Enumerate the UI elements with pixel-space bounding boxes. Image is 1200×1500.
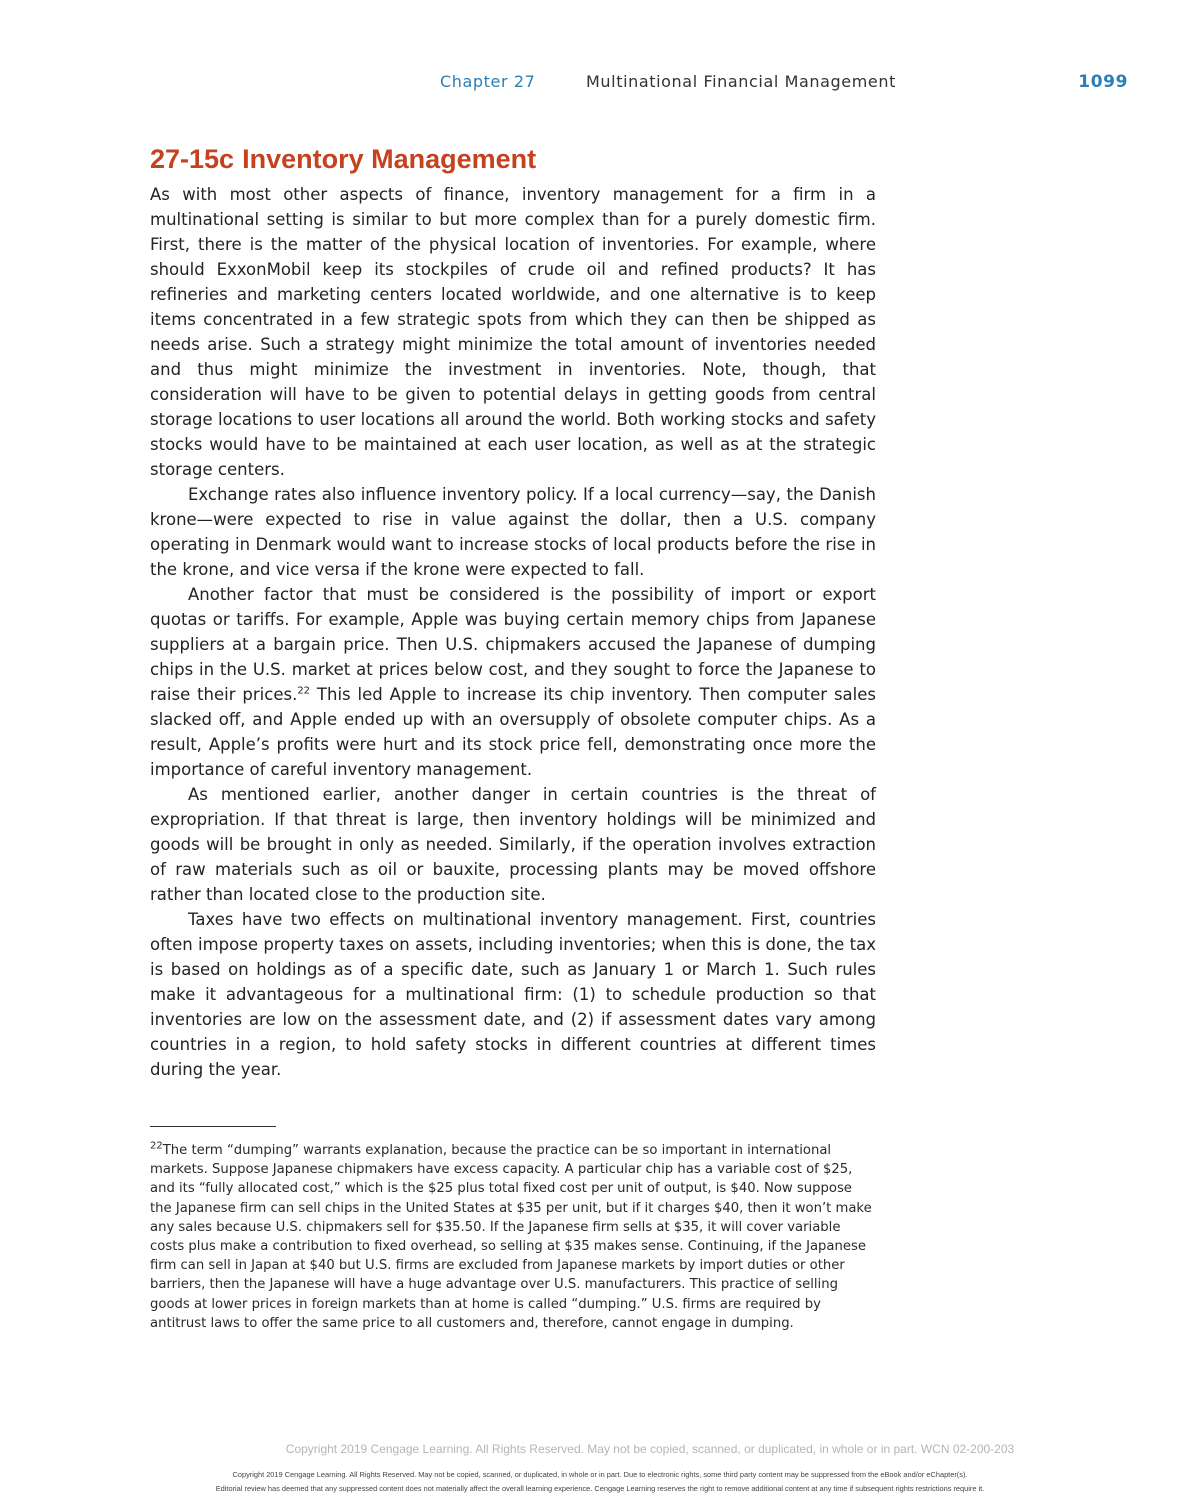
footnote-marker: 22 <box>150 1140 163 1152</box>
chapter-label: Chapter 27 <box>440 72 536 91</box>
paragraph: As with most other aspects of finance, inventory management for a firm in a multinational setting is similar to but more complex than for a purely domestic firm. First, there is the matter of the physical location of inventories. For example, where should ExxonMobil keep its stockpiles of crude oil and refined products? It has refineries and marketing centers located worldwide, and one alternative is to keep items concentrated in a few strategic spots from which they can then be shipped as needs arise. Such a strategy might minimize the total amount of inventories needed and thus might minimize the investment in inventories. Note, though, that consideration will have to be given to potential delays in getting goods from central storage locations to user locations all around the world. Both working stocks and safety stocks would have to be maintained at each user location, as well as at the strategic storage centers. <box>150 185 876 479</box>
running-header <box>440 72 1128 96</box>
paragraph-text: Another factor that must be considered is the possibility of import or export quotas or tariffs. For example, Apple was buying certain memory chips from Japanese suppliers at a bargain price. Then U.S. chipmakers accused the Japanese of dumping chips in the U.S. market at prices below cost, and they sought to force the Japanese to raise their prices. <box>150 585 876 704</box>
chapter-title: Multinational Financial Management <box>586 72 896 91</box>
body-text <box>150 182 876 1082</box>
legal-notice <box>20 1468 1180 1496</box>
footnote-reference[interactable]: 22 <box>297 685 311 697</box>
footnote-text: The term “dumping” warrants explanation, because the practice can be so important in international markets. Suppose Japanese chipmakers have excess capacity. A particular chip has a variable cost of $25, and its “fully allocated cost,” which is the $25 plus total fixed cost per unit of output, is $40. Now suppose the Japanese firm can sell chips in the United States at $35 per unit, but if it charges $40, then it won’t make any sales because U.S. chipmakers sell for $35.50. If the Japanese firm sells at $35, it will cover variable costs plus make a contribution to fixed overhead, so selling at $35 makes sense. Continuing, if the Japanese firm can sell in Japan at $40 but U.S. firms are excluded from Japanese markets by import duties or other barriers, then the Japanese will have a huge advantage over U.S. manufacturers. This practice of selling goods at lower prices in foreign markets than at home is called “dumping.” U.S. firms are required by antitrust laws to offer the same price to all customers and, therefore, cannot engage in dumping. <box>150 1143 872 1331</box>
paragraph: As mentioned earlier, another danger in certain countries is the threat of expropriation. If that threat is large, then inventory holdings will be minimized and goods will be brought in only as needed. Similarly, if the operation involves extraction of raw materials such as oil or bauxite, processing plants may be moved offshore rather than located close to the production site. <box>150 785 876 904</box>
section-number: 27-15c <box>150 144 235 174</box>
copyright-notice: Copyright 2019 Cengage Learning. All Rights Reserved. May not be copied, scanned, or duplicated, in whole or in part. WCN 02-200-203 <box>285 1442 1015 1456</box>
paragraph: Exchange rates also influence inventory policy. If a local currency—say, the Danish krone—were expected to rise in value against the dollar, then a U.S. company operating in Denmark would want to increase stocks of local products before the rise in the krone, and vice versa if the krone were expected to fall. <box>150 485 876 579</box>
footnote <box>150 1141 876 1333</box>
paragraph-text: This led Apple to increase its chip inventory. Then computer sales slacked off, and Apple ended up with an oversupply of obsolete computer chips. As a result, Apple’s profits were hurt and its stock price fell, demonstrating once more the importance of careful inventory management. <box>150 685 876 779</box>
section-title: Inventory Management <box>242 144 537 174</box>
legal-line: Copyright 2019 Cengage Learning. All Rights Reserved. May not be copied, scanned, or duplicated, in whole or in part. Due to electronic rights, some third party content may be suppressed from the eBook and/or eChapter(s). <box>232 1470 968 1479</box>
footnote-divider <box>150 1126 276 1127</box>
section-heading <box>150 144 536 175</box>
paragraph <box>150 582 876 782</box>
page-number: 1099 <box>1078 72 1128 92</box>
legal-line: Editorial review has deemed that any suppressed content does not materially affect the overall learning experience. Cengage Learning reserves the right to remove additional content at any time if subsequent rights restrictions require it. <box>215 1484 985 1493</box>
paragraph: Taxes have two effects on multinational inventory management. First, countries often impose property taxes on assets, including inventories; when this is done, the tax is based on holdings as of a specific date, such as January 1 or March 1. Such rules make it advantageous for a multinational firm: (1) to schedule production so that inventories are low on the assessment date, and (2) if assessment dates vary among countries in a region, to hold safety stocks in different countries at different times during the year. <box>150 910 876 1079</box>
